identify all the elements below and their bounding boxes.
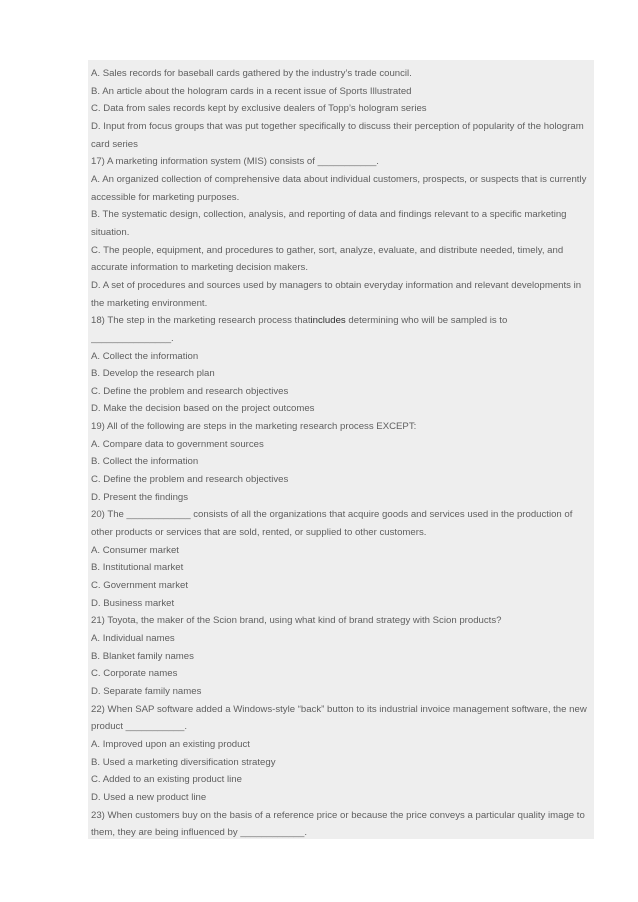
text-line: A. Sales records for baseball cards gathered by the industry’s trade council. [91, 68, 412, 79]
text-line: 19) All of the following are steps in the marketing research process EXCEPT: [91, 421, 417, 433]
text-segment: 18) The step in the marketing research process that [91, 315, 311, 327]
text-line: A. Improved upon an existing product [91, 738, 250, 750]
text-line: D. Present the findings [91, 491, 189, 503]
text-line: D. Business market [91, 597, 175, 609]
text-line: accurate information to marketing decision makers. [91, 262, 309, 274]
text-line: C. Corporate names [91, 668, 178, 680]
text-line: 23) When customers buy on the basis of a reference price or because the price conveys a particular quality image to [91, 809, 585, 821]
text-line: A. Collect the information [91, 350, 199, 362]
text-line: B. Institutional market [91, 562, 184, 574]
text-line: 22) When SAP software added a Windows-style “back” button to its industrial invoice management software, the new [91, 703, 587, 715]
text-line: 21) Toyota, the maker of the Scion brand, using what kind of brand strategy with Scion products? [91, 615, 502, 627]
text-line: B. The systematic design, collection, analysis, and reporting of data and findings relevant to a specific marketing [91, 209, 567, 221]
text-line: A. Individual names [91, 633, 175, 644]
text-line: card series [91, 138, 138, 150]
text-line: B. Develop the research plan [91, 368, 215, 380]
text-line: C. Define the problem and research objectives [91, 385, 289, 397]
text-line: other products or services that are sold, rented, or supplied to other customers. [91, 527, 427, 539]
text-line: them, they are being influenced by ____________. [91, 827, 308, 839]
text-line: B. Collect the information [91, 456, 199, 468]
text-line: _______________. [91, 332, 174, 344]
text-line: A. An organized collection of comprehensive data about individual customers, prospects, or suspects that is currently [91, 173, 587, 185]
text-line: B. Used a marketing diversification strategy [91, 756, 276, 768]
text-line: A. Consumer market [91, 544, 179, 556]
text-segment-dark: includes [310, 315, 346, 327]
text-line: B. An article about the hologram cards in a recent issue of Sports Illustrated [91, 85, 412, 97]
text-line: D. Separate family names [91, 685, 202, 697]
text-line: D. A set of procedures and sources used by managers to obtain everyday information and relevant developments in [91, 279, 582, 291]
text-line: A. Compare data to government sources [91, 438, 264, 450]
text-line: product ___________. [91, 721, 188, 733]
text-line: C. Added to an existing product line [91, 774, 242, 786]
text-line: D. Used a new product line [91, 791, 207, 803]
text-line: C. Define the problem and research objectives [91, 474, 289, 486]
text-line: 20) The ____________ consists of all the organizations that acquire goods and services used in the production of [91, 509, 573, 521]
text-line: C. The people, equipment, and procedures to gather, sort, analyze, evaluate, and distribute needed, timely, and [91, 244, 564, 256]
text-line: situation. [91, 226, 130, 238]
text-line [91, 312, 591, 330]
text-segment: determining who will be sampled is to [345, 315, 508, 327]
text-line: B. Blanket family names [91, 650, 194, 662]
text-line: the marketing environment. [91, 297, 208, 309]
text-line: C. Government market [91, 580, 189, 592]
text-line: C. Data from sales records kept by exclusive dealers of Topp’s hologram series [91, 103, 427, 115]
document-text [91, 65, 591, 842]
text-line: 17) A marketing information system (MIS) consists of ___________. [91, 156, 379, 168]
text-line: D. Input from focus groups that was put together specifically to discuss their perception of popularity of the hologram [91, 120, 584, 132]
text-line: accessible for marketing purposes. [91, 191, 240, 203]
text-line: D. Make the decision based on the project outcomes [91, 403, 315, 415]
